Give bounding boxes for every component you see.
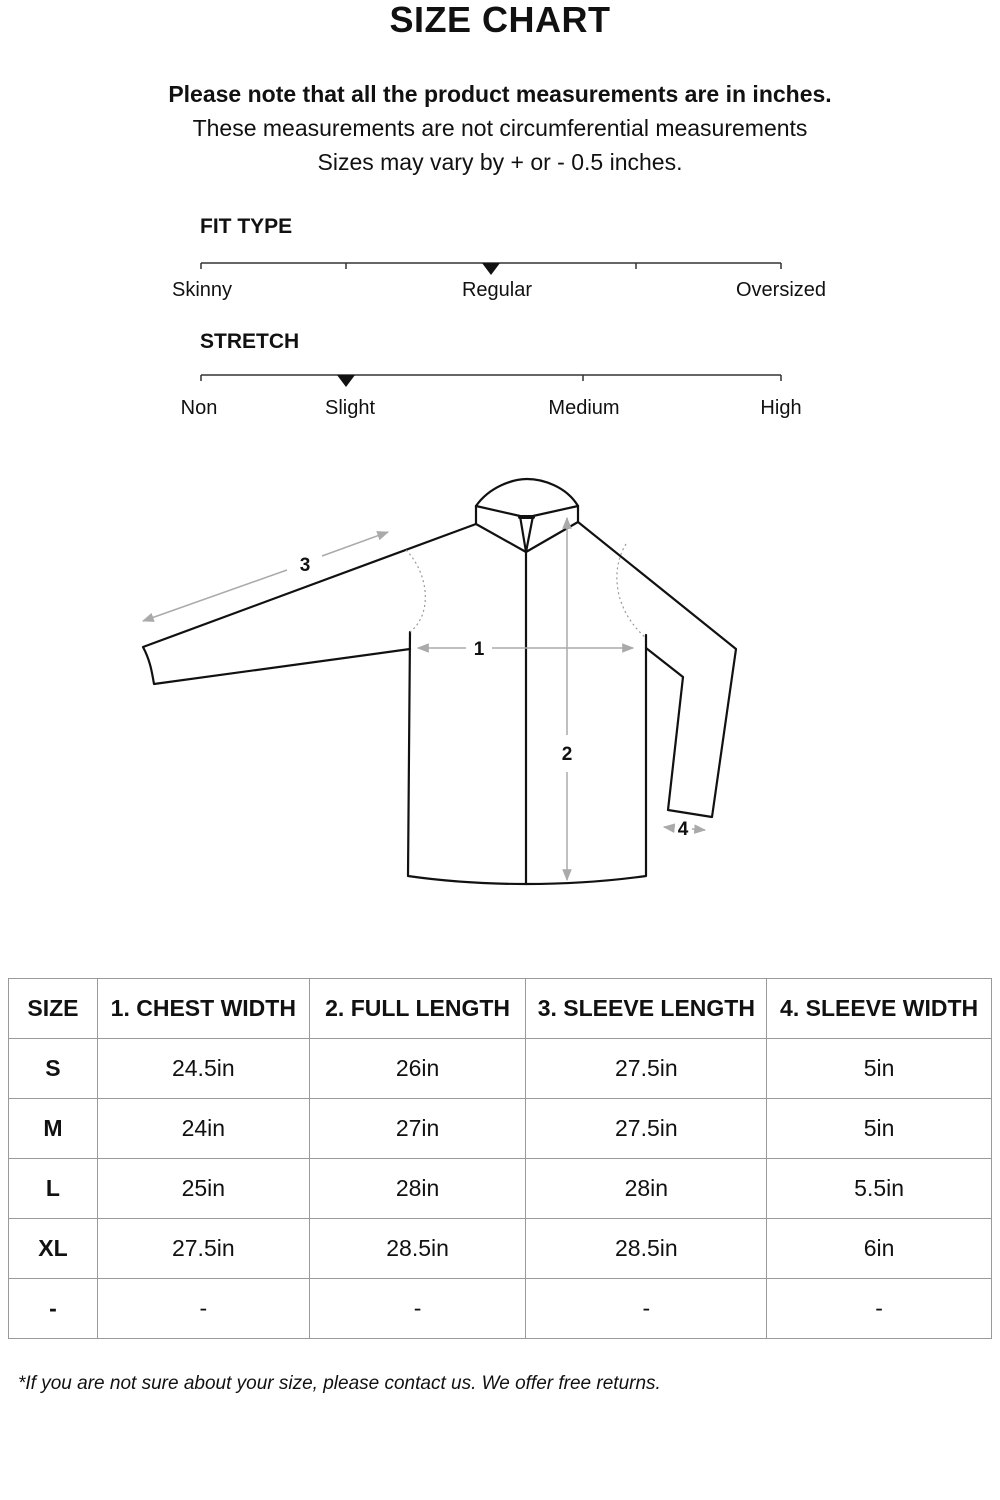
stretch-tick-slight: Slight	[324, 397, 376, 419]
collar-right-lapel	[526, 506, 578, 552]
length-cell: 27in	[309, 1099, 526, 1159]
page-title: SIZE CHART	[389, 0, 611, 40]
chest-cell: -	[97, 1279, 309, 1339]
size-cell: XL	[9, 1219, 98, 1279]
size-table	[8, 978, 992, 1339]
stretch-tick-high: High	[760, 397, 802, 419]
sleeve-width-label: 4	[677, 819, 689, 840]
chest-cell: 24in	[97, 1099, 309, 1159]
fit-tick-oversized: Oversized	[735, 279, 827, 301]
size-cell: S	[9, 1039, 98, 1099]
table-row	[9, 1279, 992, 1339]
sleeve-width-cell: 5in	[767, 1039, 992, 1099]
jacket-diagram	[0, 460, 1000, 900]
sleeve-length-cell: 27.5in	[526, 1039, 767, 1099]
chest-cell: 25in	[97, 1159, 309, 1219]
length-cell: -	[309, 1279, 526, 1339]
sleeve-length-cell: 27.5in	[526, 1099, 767, 1159]
collar-back	[476, 479, 578, 506]
fit-selected-marker	[482, 263, 500, 275]
sleeve-width-cell: 5in	[767, 1099, 992, 1159]
sleeve-width-arrow-right	[692, 829, 705, 830]
fit-tick-skinny: Skinny	[171, 279, 233, 301]
scales-graphic	[0, 0, 1000, 440]
size-cell: -	[9, 1279, 98, 1339]
header-chest-width: 1. CHEST WIDTH	[97, 979, 309, 1039]
size-cell: L	[9, 1159, 98, 1219]
note-variance: Sizes may vary by + or - 0.5 inches.	[317, 149, 683, 175]
sleeve-length-arrow-left	[143, 570, 287, 621]
size-cell: M	[9, 1099, 98, 1159]
table-header-row	[9, 979, 992, 1039]
table-row	[9, 1039, 992, 1099]
chest-width-label: 1	[473, 639, 485, 660]
header-size: SIZE	[9, 979, 98, 1039]
header-full-length: 2. FULL LENGTH	[309, 979, 526, 1039]
length-cell: 26in	[309, 1039, 526, 1099]
right-sleeve	[578, 522, 736, 817]
table-row	[9, 1099, 992, 1159]
sleeve-length-arrow-right	[322, 532, 388, 556]
stretch-tick-medium: Medium	[548, 397, 620, 419]
sleeve-length-label: 3	[299, 555, 311, 576]
table-row	[9, 1159, 992, 1219]
sleeve-length-cell: -	[526, 1279, 767, 1339]
header-sleeve-length: 3. SLEEVE LENGTH	[526, 979, 767, 1039]
stretch-scale	[201, 375, 781, 387]
header-sleeve-width: 4. SLEEVE WIDTH	[767, 979, 992, 1039]
note-units: Please note that all the product measurements are in inches.	[168, 81, 832, 107]
fit-type-scale	[201, 263, 781, 275]
left-armhole-seam	[406, 550, 425, 632]
chest-cell: 24.5in	[97, 1039, 309, 1099]
length-cell: 28.5in	[309, 1219, 526, 1279]
fit-type-label: FIT TYPE	[200, 215, 293, 238]
chest-cell: 27.5in	[97, 1219, 309, 1279]
sleeve-width-cell: -	[767, 1279, 992, 1339]
stretch-tick-non: Non	[180, 397, 218, 419]
note-circumferential: These measurements are not circumferential measurements	[192, 115, 808, 141]
sleeve-length-cell: 28.5in	[526, 1219, 767, 1279]
footnote: *If you are not sure about your size, please contact us. We offer free returns.	[18, 1373, 661, 1394]
sleeve-width-cell: 6in	[767, 1219, 992, 1279]
length-cell: 28in	[309, 1159, 526, 1219]
fit-tick-regular: Regular	[461, 279, 533, 301]
sleeve-width-cell: 5.5in	[767, 1159, 992, 1219]
stretch-label: STRETCH	[200, 330, 300, 353]
table-row	[9, 1219, 992, 1279]
jacket-outline	[143, 479, 736, 884]
full-length-label: 2	[561, 744, 573, 765]
stretch-selected-marker	[337, 375, 355, 387]
sleeve-width-arrow-left	[664, 827, 673, 828]
sleeve-length-cell: 28in	[526, 1159, 767, 1219]
